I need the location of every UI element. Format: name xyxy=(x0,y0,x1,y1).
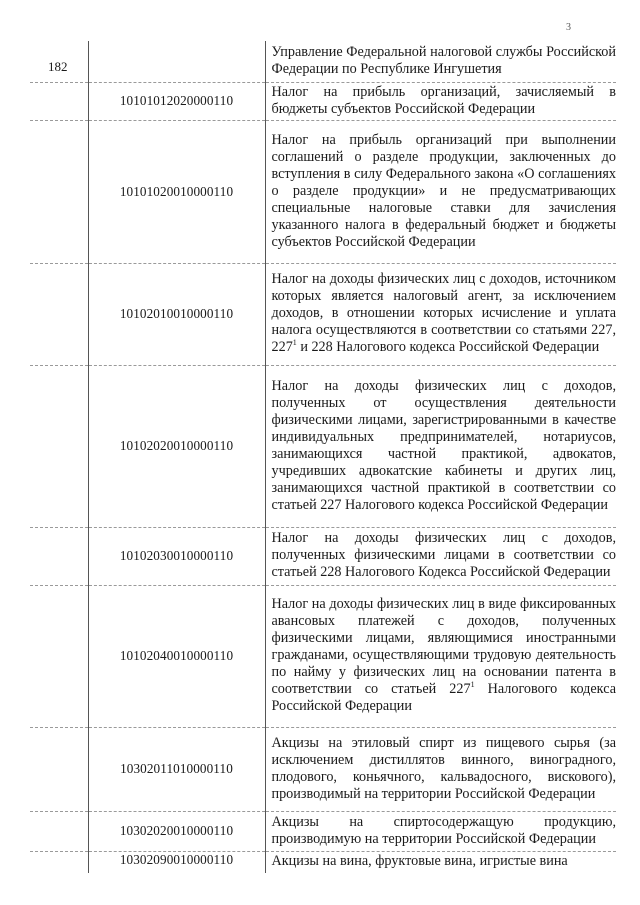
code-cell: 10102020010000110 xyxy=(88,365,265,527)
code-cell: 10102040010000110 xyxy=(88,585,265,727)
table-row xyxy=(30,727,616,811)
code-cell: 10302011010000110 xyxy=(88,727,265,811)
code-cell: 10302090010000110 xyxy=(88,851,265,873)
table-row xyxy=(30,585,616,727)
description-cell: Акцизы на вина, фруктовые вина, игристые вина xyxy=(265,851,616,873)
code-cell: 10101020010000110 xyxy=(88,120,265,263)
table-row xyxy=(30,82,616,120)
table-row xyxy=(30,811,616,851)
admin-code-cell: 182 xyxy=(30,41,88,82)
code-cell: 10102010010000110 xyxy=(88,263,265,365)
description-cell: Налог на доходы физических лиц с доходов, источником которых является налоговый агент, за исключением доходов, в отношении которых исчисление и уплата налога осуществляются в соответствии со статьями 227, $227^1$ и 228 Налогового кодекса Российской Федерации xyxy=(265,263,616,365)
table-row-admin xyxy=(30,41,616,82)
code-cell: 10102030010000110 xyxy=(88,527,265,585)
description-cell: Акцизы на этиловый спирт из пищевого сырья (за исключением дистиллятов винного, виноградного, плодового, коньячного, кальвадосного, вискового), производимый на территории Российской Федерации xyxy=(265,727,616,811)
budget-classification-table xyxy=(30,41,616,873)
code-cell-empty xyxy=(88,41,265,82)
description-cell: Налог на прибыль организаций, зачисляемый в бюджеты субъектов Российской Федерации xyxy=(265,82,616,120)
footnote-superscript: 1 xyxy=(292,338,297,347)
description-cell: Налог на доходы физических лиц с доходов, полученных от осуществления деятельности физическими лицами, зарегистрированными в качестве индивидуальных предпринимателей, нотариусов, занимающихся частной практикой, адвокатов, учредивших адвокатские кабинеты и других лиц, занимающихся частной практикой в соответствии со статьей 227 Налогового кодекса Российской Федерации xyxy=(265,365,616,527)
table-row xyxy=(30,527,616,585)
code-cell: 10101012020000110 xyxy=(88,82,265,120)
footnote-superscript: 1 xyxy=(470,680,475,689)
table-row xyxy=(30,851,616,873)
table-row xyxy=(30,263,616,365)
admin-name-cell: Управление Федеральной налоговой службы Российской Федерации по Республике Ингушетия xyxy=(265,41,616,82)
description-cell: Налог на доходы физических лиц с доходов, полученных физическими лицами в соответствии со статьей 228 Налогового Кодекса Российской Федерации xyxy=(265,527,616,585)
description-cell: Налог на прибыль организаций при выполнении соглашений о разделе продукции, заключенных до вступления в силу Федерального закона «О соглашениях о разделе продукции» и не предусматривающих специальные налоговые ставки для зачисления указанного налога в федеральный бюджет и бюджеты субъектов Российской Федерации xyxy=(265,120,616,263)
table-row xyxy=(30,365,616,527)
table-row xyxy=(30,120,616,263)
description-cell: Акцизы на спиртосодержащую продукцию, производимую на территории Российской Федерации xyxy=(265,811,616,851)
code-cell: 10302020010000110 xyxy=(88,811,265,851)
page-number: 3 xyxy=(566,22,571,33)
description-cell: Налог на доходы физических лиц в виде фиксированных авансовых платежей с доходов, полученных физическими лицами, являющимися иностранными гражданами, осуществляющими трудовую деятельность по найму у физических лиц на основании патента в соответствии со статьей $227^1$ Налогового кодекса Российской Федерации xyxy=(265,585,616,727)
